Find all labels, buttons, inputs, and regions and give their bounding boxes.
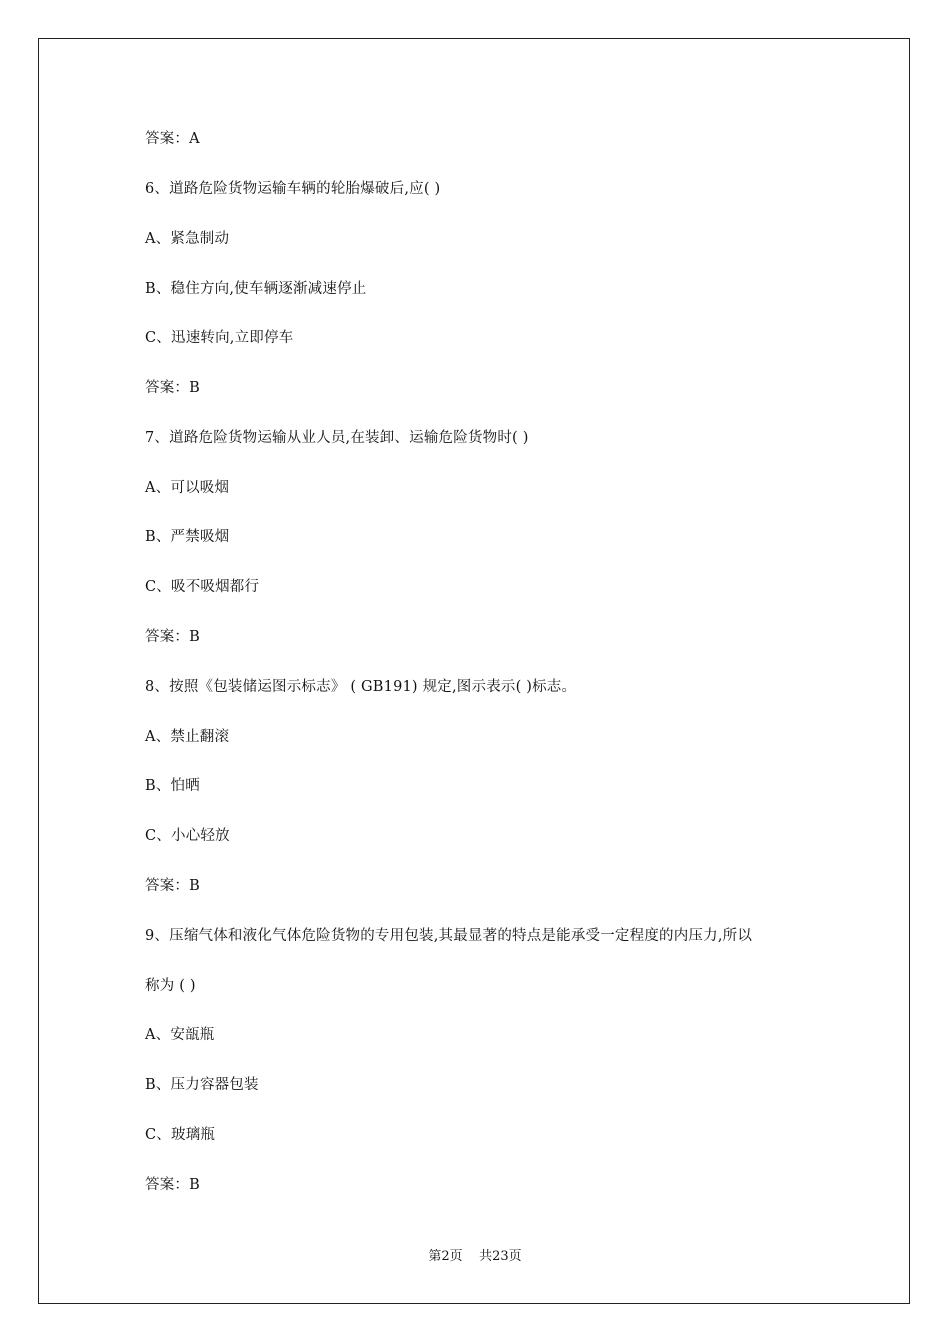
question-9-option-a: A、安瓿瓶 <box>145 1027 215 1043</box>
question-8-option-a: A、禁止翻滚 <box>145 729 230 745</box>
question-7-option-a: A、可以吸烟 <box>145 480 230 496</box>
question-6-option-c: C、迅速转向,立即停车 <box>145 330 294 346</box>
question-6-option-a: A、紧急制动 <box>145 231 230 247</box>
question-9: 9、压缩气体和液化气体危险货物的专用包装,其最显著的特点是能承受一定程度的内压力,所以 <box>145 928 753 944</box>
question-6: 6、道路危险货物运输车辆的轮胎爆破后,应( ) <box>145 181 441 197</box>
question-9-continued: 称为 ( ) <box>145 978 196 994</box>
answer-6: 答案：B <box>145 380 200 396</box>
answer-9: 答案：B <box>145 1177 200 1193</box>
question-8-option-b: B、怕晒 <box>145 778 200 794</box>
page-number: 第2页 共23页 <box>428 1249 522 1264</box>
question-7-option-b: B、严禁吸烟 <box>145 529 230 545</box>
question-9-option-c: C、玻璃瓶 <box>145 1127 216 1143</box>
question-6-option-b: B、稳住方向,使车辆逐渐减速停止 <box>145 281 367 297</box>
answer-8: 答案：B <box>145 878 200 894</box>
page-border <box>38 38 910 1304</box>
question-7: 7、道路危险货物运输从业人员,在装卸、运输危险货物时( ) <box>145 430 529 446</box>
question-9-option-b: B、压力容器包装 <box>145 1077 259 1093</box>
question-7-option-c: C、吸不吸烟都行 <box>145 579 260 595</box>
question-8-option-c: C、小心轻放 <box>145 828 230 844</box>
question-8: 8、按照《包装储运图示标志》 ( GB191) 规定,图示表示( )标志。 <box>145 679 577 695</box>
answer-7: 答案：B <box>145 629 200 645</box>
answer-5: 答案：A <box>145 131 200 147</box>
